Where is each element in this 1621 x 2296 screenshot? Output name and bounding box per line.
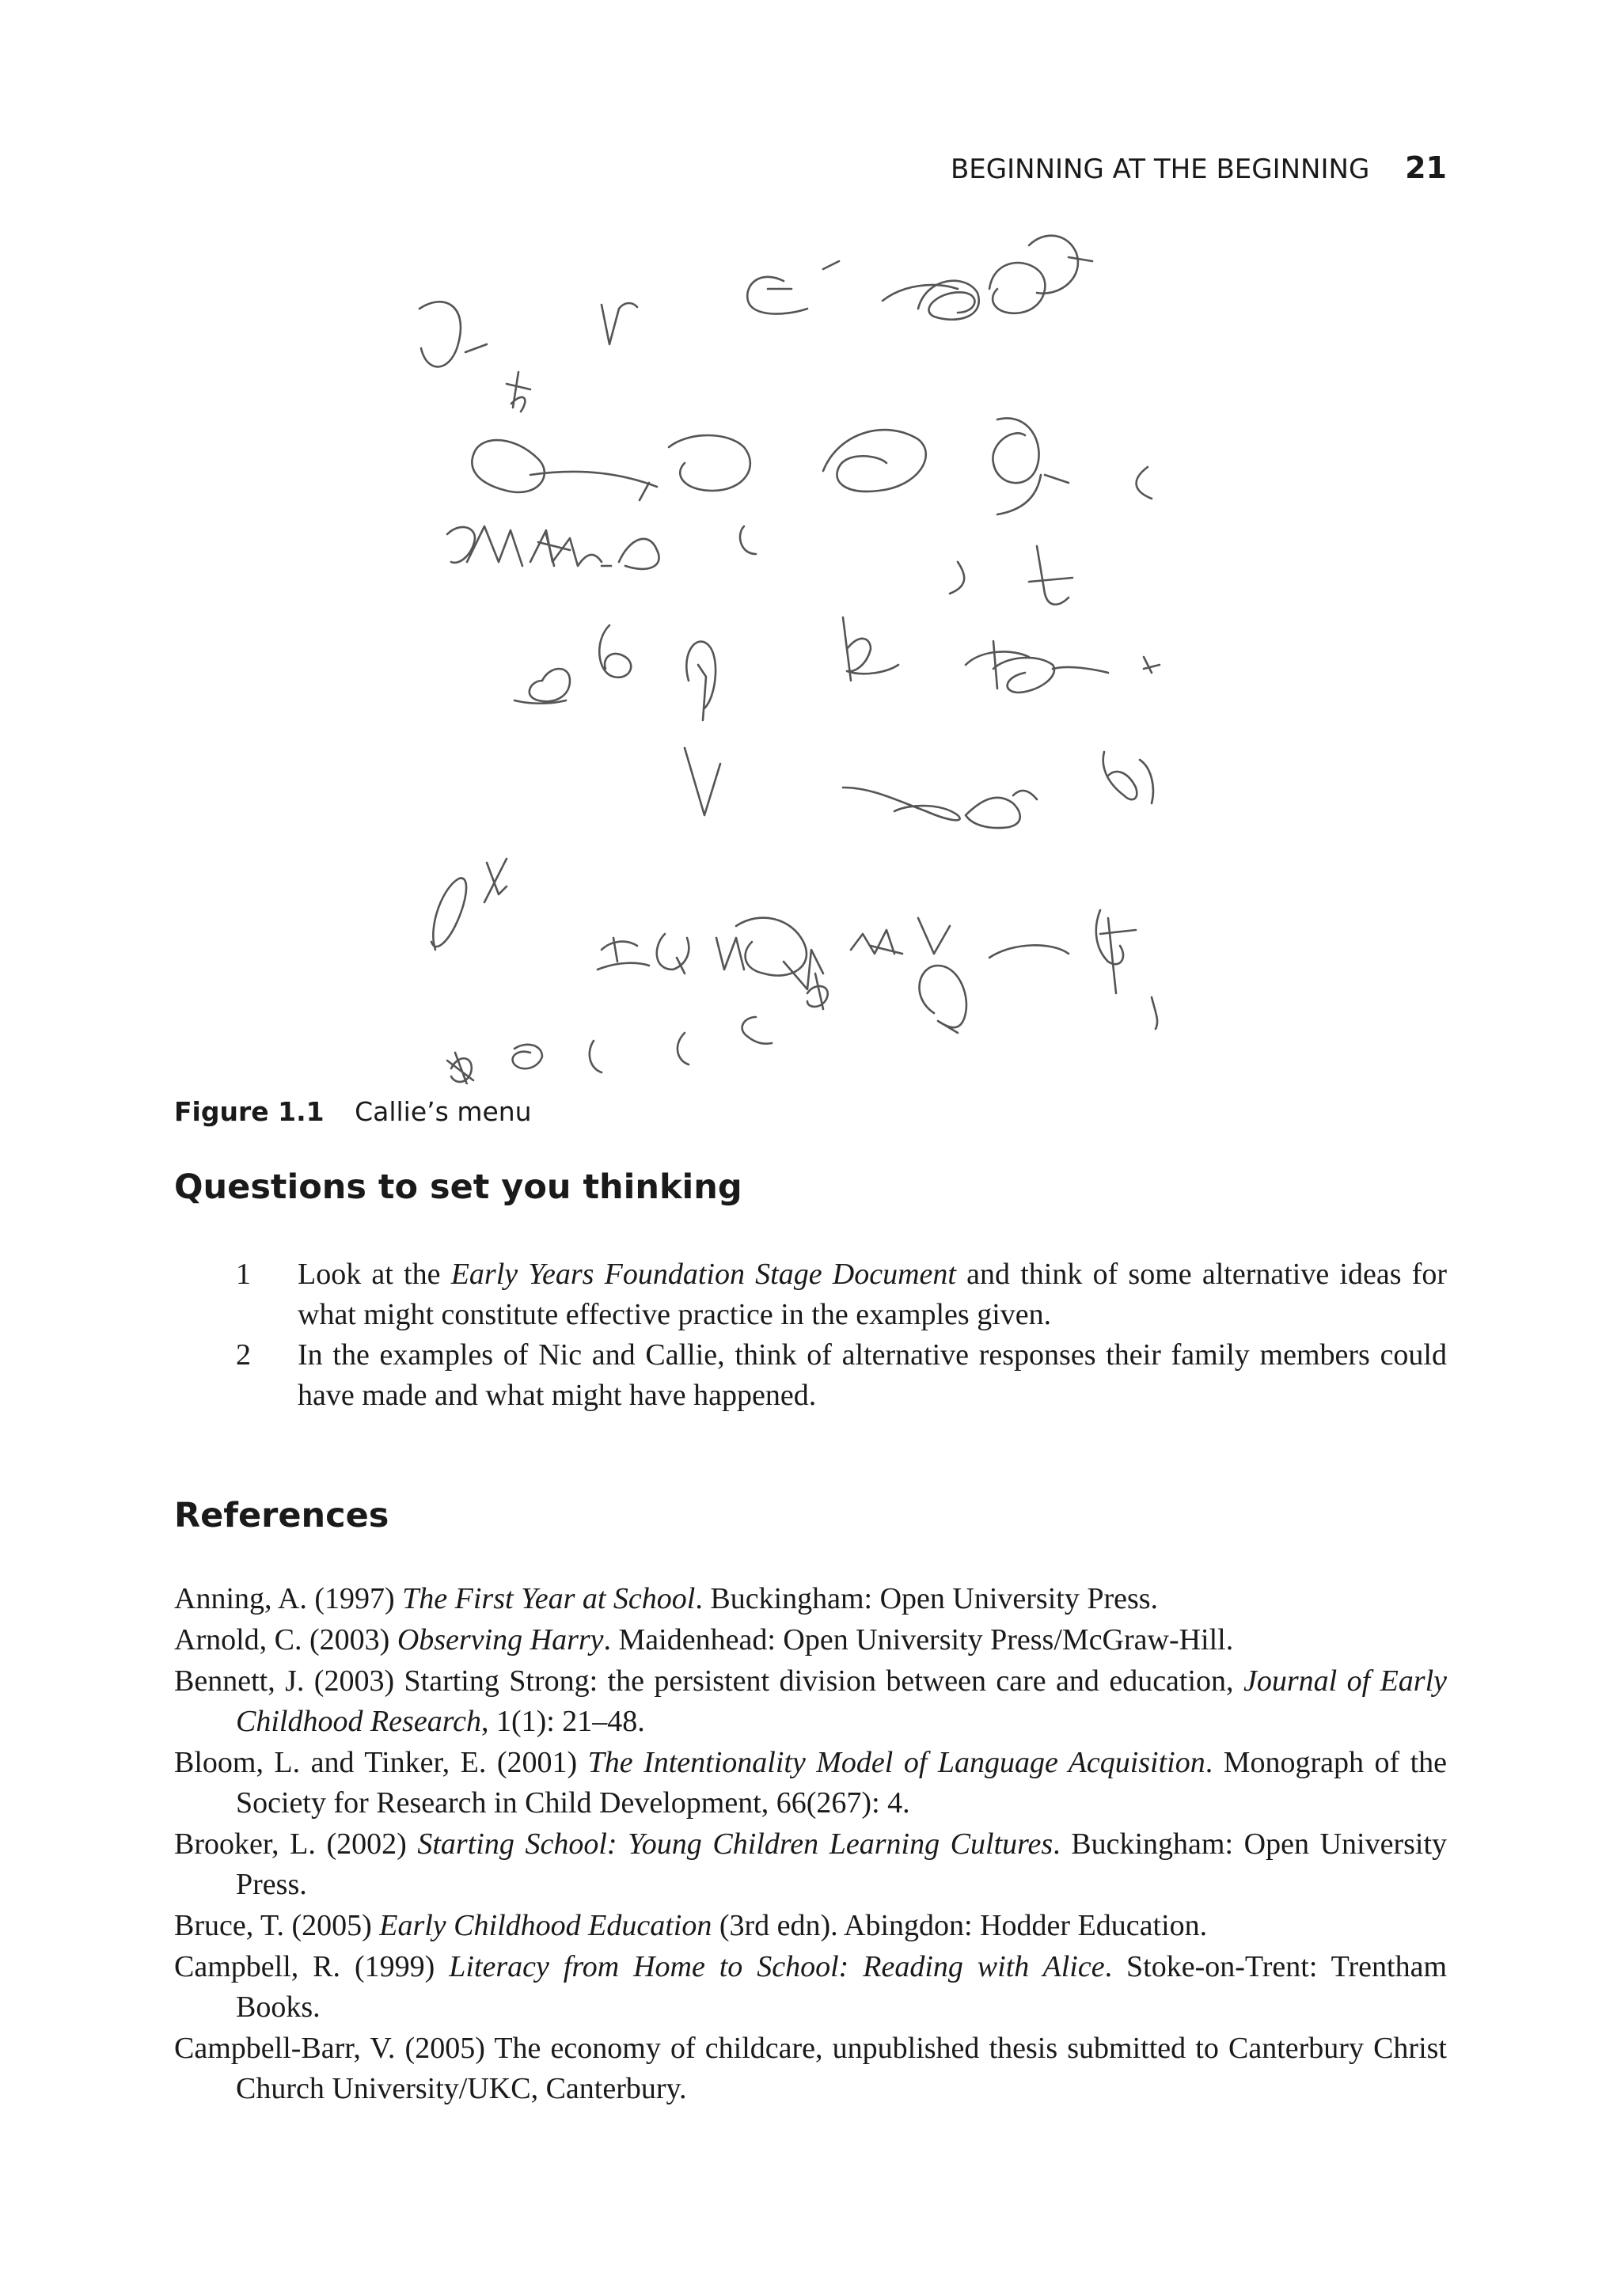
questions-list <box>174 1254 1447 1416</box>
figure-caption <box>174 1096 532 1127</box>
callies-menu-drawing <box>412 214 1171 1084</box>
question-document-title: Early Years Foundation Stage Document <box>450 1258 956 1291</box>
reference-entry <box>174 1661 1447 1742</box>
ref-author-year: Campbell-Barr, V. (2005) The economy of childcare, unpublished thesis submitted to Canterbury Christ Church University/UKC, Canterbury. <box>174 2032 1447 2105</box>
question-item <box>174 1254 1447 1335</box>
reference-entry <box>174 1906 1447 1946</box>
reference-entry <box>174 1579 1447 1619</box>
ref-title: The First Year at School <box>402 1582 696 1615</box>
question-text: Look at the <box>298 1258 451 1291</box>
ref-author-year: Bennett, J. (2003) Starting Strong: the persistent division between care and education, <box>174 1664 1243 1698</box>
ref-title: Starting School: Young Children Learning Cultures <box>417 1827 1053 1861</box>
ref-title: Early Childhood Education <box>379 1909 712 1942</box>
figure-label: Figure 1.1 <box>174 1096 325 1127</box>
figure-scribbles-image <box>412 214 1171 1084</box>
ref-publisher: . Buckingham: Open University Press. <box>236 1827 1447 1901</box>
ref-publisher: (3rd edn). Abingdon: Hodder Education. <box>712 1909 1208 1942</box>
reference-entry <box>174 1620 1447 1660</box>
ref-title: Observing Harry <box>397 1623 604 1657</box>
reference-entry <box>174 1947 1447 2028</box>
question-number: 1 <box>236 1258 251 1291</box>
ref-publisher: . Buckingham: Open University Press. <box>695 1582 1159 1615</box>
ref-author-year: Brooker, L. (2002) <box>174 1827 418 1861</box>
ref-publisher: , 1(1): 21–48. <box>480 1705 645 1738</box>
ref-author-year: Campbell, R. (1999) <box>174 1950 450 1983</box>
page-number: 21 <box>1405 150 1447 185</box>
ref-title: Literacy from Home to School: Reading with Alice <box>449 1950 1105 1983</box>
question-number: 2 <box>236 1338 251 1372</box>
questions-heading: Questions to set you thinking <box>174 1167 742 1207</box>
ref-author-year: Arnold, C. (2003) <box>174 1623 397 1657</box>
running-head-title: BEGINNING AT THE BEGINNING <box>950 154 1370 185</box>
ref-publisher: . Stoke-on-Trent: Trentham Books. <box>236 1950 1448 2024</box>
running-head <box>951 150 1447 185</box>
reference-entry <box>174 1824 1447 1905</box>
question-text: In the examples of Nic and Callie, think of alternative responses their family members could have made and what might have happened. <box>298 1338 1447 1412</box>
ref-title: The Intentionality Model of Language Acquisition <box>587 1746 1205 1779</box>
question-item <box>174 1335 1447 1416</box>
figure-caption-text: Callie’s menu <box>355 1096 532 1127</box>
ref-title: Journal of Early Childhood Research <box>236 1664 1447 1738</box>
ref-author-year: Bruce, T. (2005) <box>174 1909 380 1942</box>
reference-entry <box>174 2028 1447 2109</box>
ref-author-year: Anning, A. (1997) <box>174 1582 403 1615</box>
ref-publisher: . Maidenhead: Open University Press/McGraw-Hill. <box>603 1623 1234 1657</box>
references-heading: References <box>174 1496 389 1535</box>
ref-publisher: . Monograph of the Society for Research in Child Development, 66(267): 4. <box>236 1746 1448 1820</box>
references-list <box>174 1579 1447 2109</box>
question-text-continued: and think of some alternative ideas for what might constitute effective practice in the examples given. <box>298 1258 1448 1331</box>
reference-entry <box>174 1743 1447 1824</box>
ref-author-year: Bloom, L. and Tinker, E. (2001) <box>174 1746 588 1779</box>
